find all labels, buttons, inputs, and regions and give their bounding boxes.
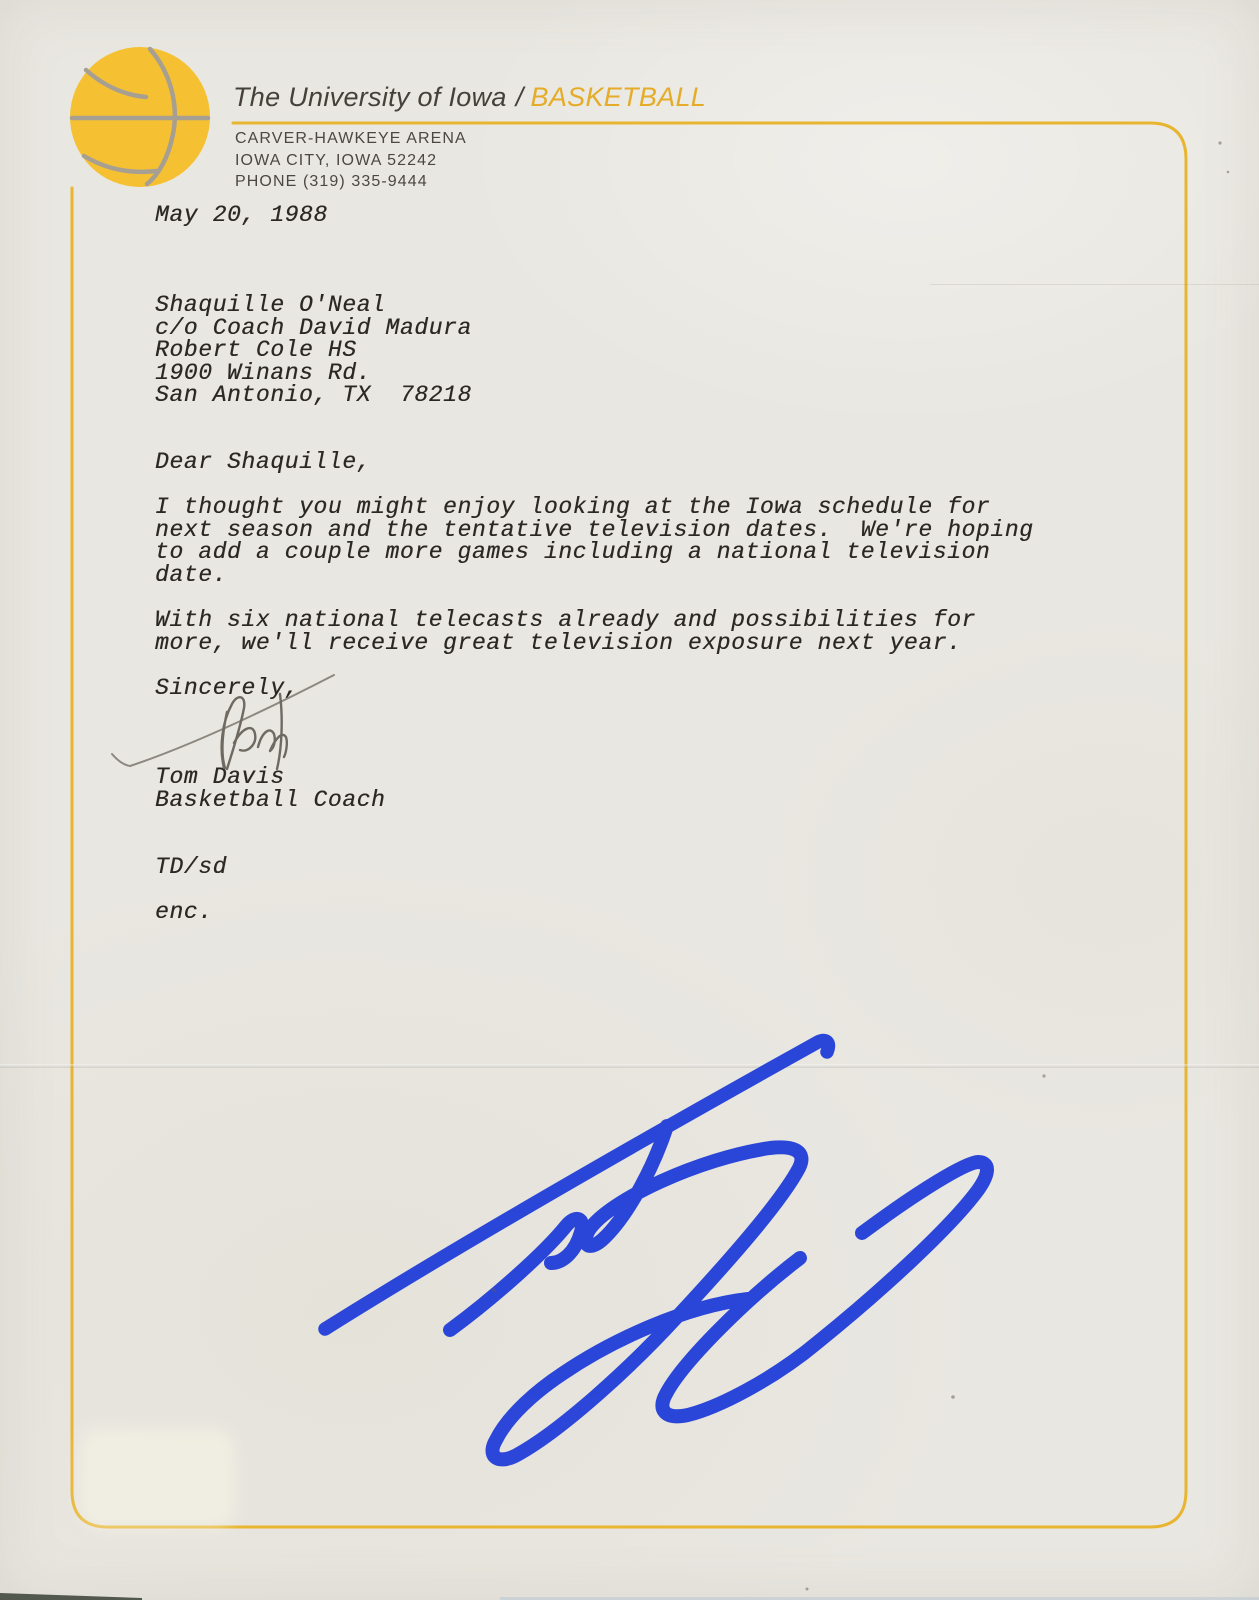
paper-light-patch [80,1428,235,1528]
basketball-icon [70,47,210,187]
typist-reference: TD/sd [155,854,228,880]
text-line: CARVER-HAWKEYE ARENA [235,130,467,147]
text-line: Basketball Coach [155,786,386,813]
text-line: c/o Coach David Madura [155,314,472,341]
letterhead-separator: / [515,82,524,112]
body-paragraph-2 [155,609,976,654]
scan-edge-dark [0,1593,142,1600]
text-line: Robert Cole HS [155,337,357,363]
text-line: I thought you might enjoy looking at the Iowa schedule for [155,494,991,520]
text-line: to add a couple more games including a national television [155,539,991,565]
text-line: date. [155,561,228,588]
text-line: Shaquille O'Neal [155,292,386,318]
letterhead-program: BASKETBALL [530,82,707,112]
enclosure-note: enc. [155,899,213,925]
letterhead-address [235,128,467,193]
recipient-address [155,294,472,407]
text-line: Tom Davis [155,764,285,790]
paper-specks [492,141,1229,1590]
date-line: May 20, 1988 [155,202,328,228]
letterhead-institution: The University of Iowa [233,82,507,112]
text-line: 1900 Winans Rd. [155,359,372,386]
paper-fold-crease [0,1064,1259,1068]
text-line: next season and the tentative television dates. We're hoping [155,516,1034,543]
salutation: Dear Shaquille, [155,449,372,475]
letterhead-title [233,82,706,113]
text-line: With six national telecasts already and possibilities for [155,607,976,633]
shaq-autograph [325,1040,987,1459]
signature-block [155,766,385,811]
text-line: PHONE (319) 335-9444 [235,173,428,190]
text-line: IOWA CITY, IOWA 52242 [235,151,438,169]
body-paragraph-1 [155,496,1034,586]
text-line: San Antonio, TX 78218 [155,382,472,408]
paper-crease-faint [930,284,1259,285]
text-line: more, we'll receive great television exposure next year. [155,629,962,656]
closing: Sincerely, [155,675,300,701]
